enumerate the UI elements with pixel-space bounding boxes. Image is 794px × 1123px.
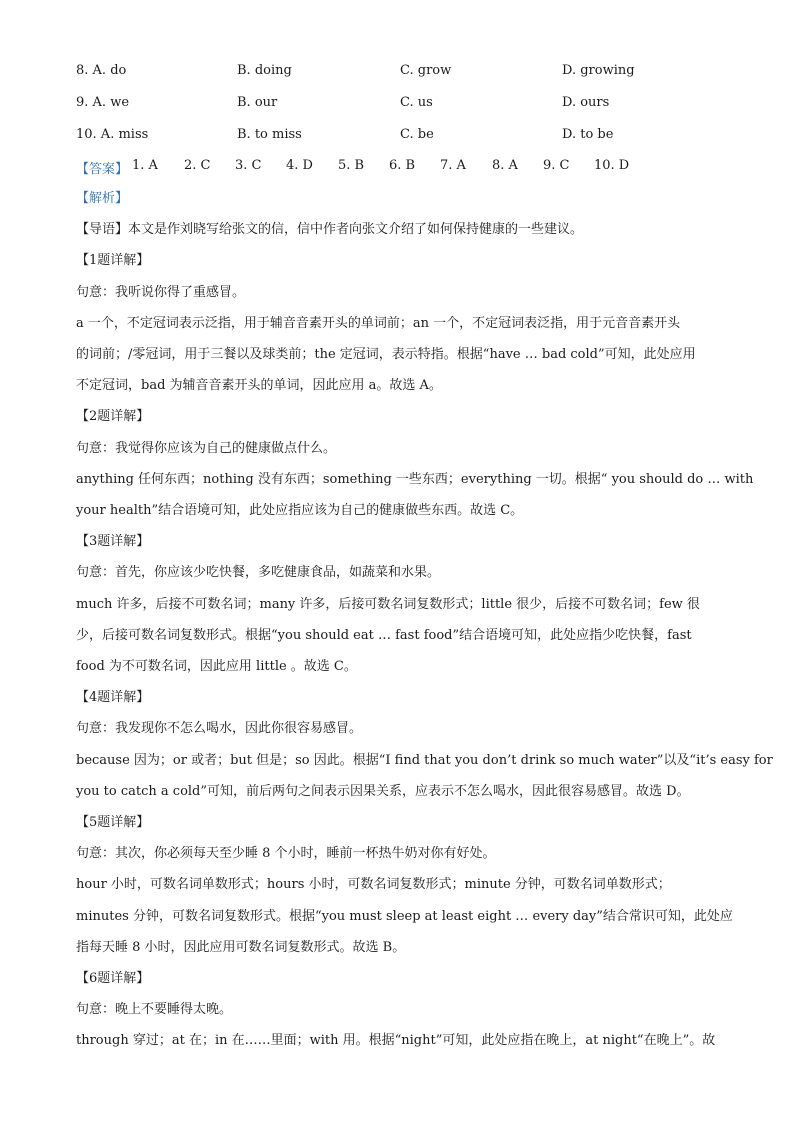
option-row-8 <box>76 63 756 83</box>
text-line: 句意：首先，你应该少吃快餐，多吃健康食品，如蔬菜和水果。 <box>76 565 441 580</box>
answer-item: 10. D <box>594 158 630 173</box>
option-c: C. us <box>400 95 433 110</box>
answer-item: 5. B <box>338 158 365 173</box>
text-line: 少，后接可数名词复数形式。根据“you should eat … fast food”结合语境可知，此处应指少吃快餐，fast <box>76 628 692 643</box>
section-heading: 【1题详解】 <box>76 253 150 268</box>
answer-item: 4. D <box>286 158 313 173</box>
text-line: much 许多，后接不可数名词；many 许多，后接可数名词复数形式；little 很少，后接不可数名词；few 很 <box>76 597 700 612</box>
text-line: 句意：其次，你必须每天至少睡 8 个小时，睡前一杯热牛奶对你有好处。 <box>76 846 496 861</box>
option-d: D. ours <box>562 95 610 110</box>
section-heading: 【5题详解】 <box>76 815 150 830</box>
answer-item: 6. B <box>389 158 416 173</box>
option-b: B. to miss <box>237 127 302 142</box>
text-line: because 因为；or 或者；but 但是；so 因此。根据“I find that you don’t drink so much water”以及“it’s easy for <box>76 753 773 768</box>
text-line: 句意：晚上不要睡得太晚。 <box>76 1002 233 1017</box>
text-line: your health”结合语境可知，此处应指应该为自己的健康做些东西。故选 C。 <box>76 503 524 518</box>
option-b: B. doing <box>237 63 292 78</box>
text-line: 句意：我听说你得了重感冒。 <box>76 285 246 300</box>
text-line: minutes 分钟，可数名词复数形式。根据“you must sleep at least eight … every day”结合常识可知，此处应 <box>76 909 733 924</box>
answer-item: 3. C <box>235 158 262 173</box>
section-heading: 【2题详解】 <box>76 409 150 424</box>
text-line: a 一个，不定冠词表示泛指，用于辅音音素开头的单词前；an 一个，不定冠词表泛指，用于元音音素开头 <box>76 316 681 331</box>
text-line: food 为不可数名词，因此应用 little 。故选 C。 <box>76 659 357 674</box>
option-a: 10. A. miss <box>76 127 149 142</box>
option-row-10 <box>76 127 756 147</box>
option-row-9 <box>76 95 756 115</box>
answer-item: 2. C <box>184 158 211 173</box>
text-line: 的词前；/零冠词，用于三餐以及球类前；the 定冠词，表示特指。根据“have … bad cold”可知，此处应用 <box>76 347 696 362</box>
answer-item: 8. A <box>492 158 518 173</box>
option-a: 8. A. do <box>76 63 127 78</box>
text-line: 句意：我觉得你应该为自己的健康做点什么。 <box>76 441 337 456</box>
answer-item: 9. C <box>543 158 570 173</box>
option-a: 9. A. we <box>76 95 130 110</box>
option-c: C. grow <box>400 63 452 78</box>
option-c: C. be <box>400 127 434 142</box>
answer-item: 1. A <box>132 158 158 173</box>
text-line: hour 小时，可数名词单数形式；hours 小时，可数名词复数形式；minute 分钟，可数名词单数形式； <box>76 877 671 892</box>
text-line: 指每天睡 8 小时，因此应用可数名词复数形式。故选 B。 <box>76 940 406 955</box>
option-d: D. growing <box>562 63 635 78</box>
section-heading: 【4题详解】 <box>76 690 150 705</box>
text-line: 句意：我发现你不怎么喝水，因此你很容易感冒。 <box>76 721 363 736</box>
option-b: B. our <box>237 95 278 110</box>
answer-row <box>76 158 630 178</box>
text-line: through 穿过；at 在；in 在……里面；with 用。根据“night”可知，此处应指在晚上，at night“在晚上”。故 <box>76 1033 716 1048</box>
option-d: D. to be <box>562 127 614 142</box>
section-heading: 【3题详解】 <box>76 534 150 549</box>
analysis-label: 【解析】 <box>76 191 129 206</box>
text-line: anything 任何东西；nothing 没有东西；something 一些东西；everything 一切。根据“ you should do … with <box>76 472 754 487</box>
answer-label: 【答案】 <box>76 162 129 177</box>
text-line: 不定冠词，bad 为辅音音素开头的单词，因此应用 a。故选 A。 <box>76 378 442 393</box>
intro-line: 【导语】本文是作刘晓写给张文的信，信中作者向张文介绍了如何保持健康的一些建议。 <box>76 222 584 237</box>
text-line: you to catch a cold”可知，前后两句之间表示因果关系，应表示不怎么喝水，因此很容易感冒。故选 D。 <box>76 784 690 799</box>
answer-item: 7. A <box>440 158 466 173</box>
section-heading: 【6题详解】 <box>76 971 150 986</box>
